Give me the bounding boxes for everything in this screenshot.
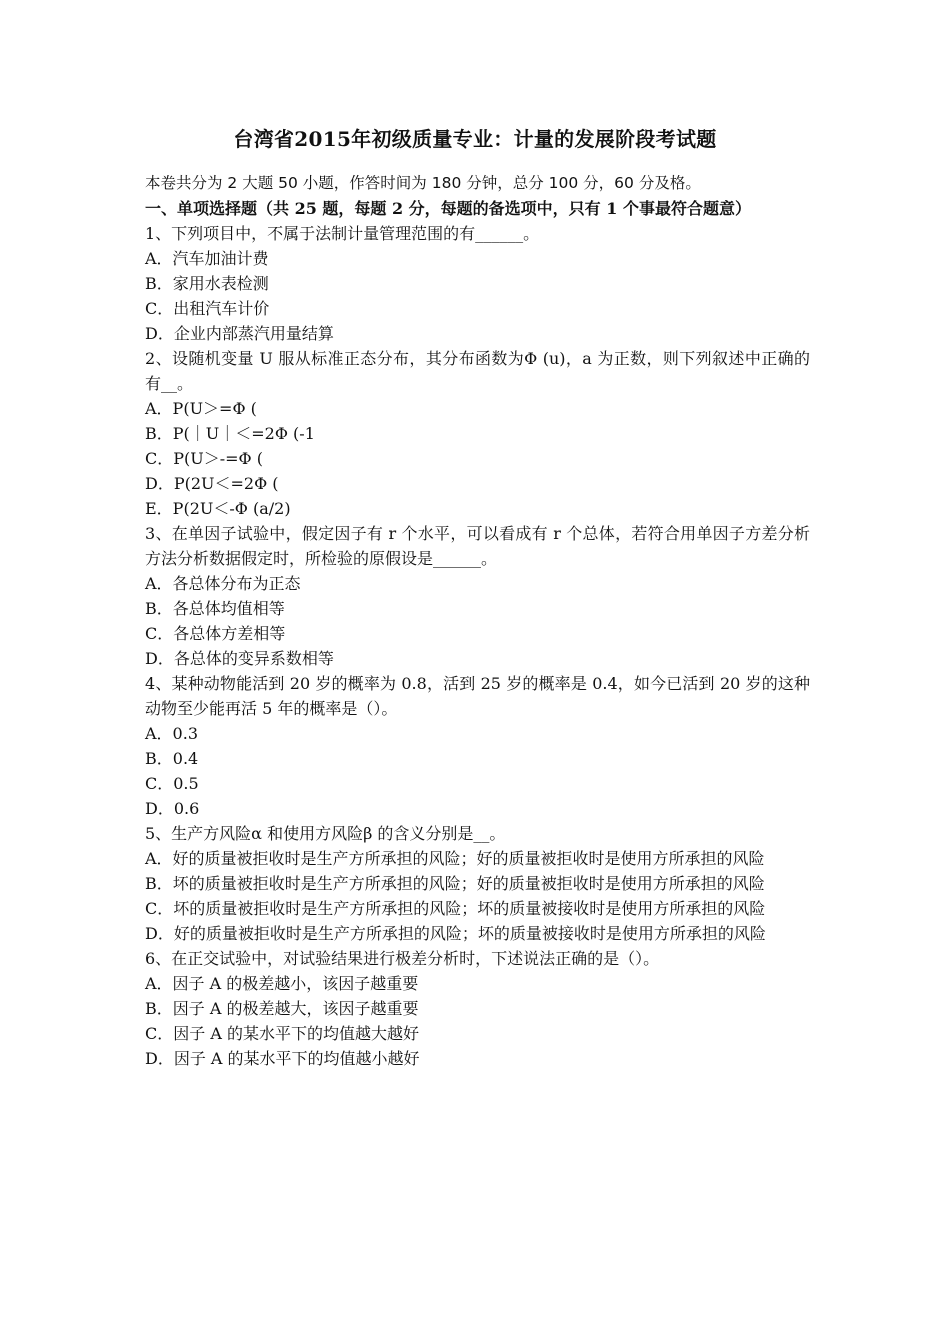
option: B．坏的质量被拒收时是生产方所承担的风险；好的质量被拒收时是使用方所承担的风险 [145,874,765,893]
option: C．出租汽车计价 [145,299,270,318]
question-text: 4、某种动物能活到 20 岁的概率为 0.8，活到 25 岁的概率是 0.4，如今已活到 20 岁的这种动物至少能再活 5 年的概率是（）。 [145,674,810,718]
option: B．P(｜U｜＜=2Φ (-1 [145,424,315,443]
option: C．0.5 [145,774,199,793]
question-text: 2、设随机变量 U 服从标准正态分布，其分布函数为Φ (u)，a 为正数，则下列叙述中正确的有__。 [145,349,810,393]
option: C．坏的质量被拒收时是生产方所承担的风险；坏的质量被接收时是使用方所承担的风险 [145,899,766,918]
option: B．各总体均值相等 [145,599,285,618]
question-text: 6、在正交试验中，对试验结果进行极差分析时，下述说法正确的是（）。 [145,949,660,968]
section-heading: 一、单项选择题（共 25 题，每题 2 分，每题的备选项中，只有 1 个事最符合题意） [145,199,751,218]
option: B．因子 A 的极差越大，该因子越重要 [145,999,419,1018]
option: D．因子 A 的某水平下的均值越小越好 [145,1049,420,1068]
exam-intro: 本卷共分为 2 大题 50 小题，作答时间为 180 分钟，总分 100 分，60 分及格。 [145,174,701,192]
option: E．P(2U＜-Φ (a/2) [145,499,291,518]
option: D．企业内部蒸汽用量结算 [145,324,334,343]
question-block [145,221,810,346]
question-text: 1、下列项目中，不属于法制计量管理范围的有______。 [145,224,540,243]
document-title: 台湾省2015年初级质量专业：计量的发展阶段考试题 [233,127,717,151]
option: A．因子 A 的极差越小，该因子越重要 [145,974,419,993]
option: D．0.6 [145,799,200,818]
option: A．汽车加油计费 [145,249,269,268]
question-text: 3、在单因子试验中，假定因子有 r 个水平，可以看成有 r 个总体，若符合用单因子方差分析方法分析数据假定时，所检验的原假设是______。 [145,524,810,568]
document-body [145,171,810,1071]
option: A．0.3 [145,724,199,743]
option: A．好的质量被拒收时是生产方所承担的风险；好的质量被拒收时是使用方所承担的风险 [145,849,765,868]
option: D．各总体的变异系数相等 [145,649,334,668]
option: D．好的质量被拒收时是生产方所承担的风险；坏的质量被接收时是使用方所承担的风险 [145,924,766,943]
question-text: 5、生产方风险α 和使用方风险β 的含义分别是__。 [145,824,506,843]
option: B．0.4 [145,749,199,768]
question-block [145,346,810,521]
option: D．P(2U＜=2Φ ( [145,474,279,493]
option: C．P(U＞-=Φ ( [145,449,263,468]
option: B．家用水表检测 [145,274,269,293]
option: A．各总体分布为正态 [145,574,301,593]
option: C．因子 A 的某水平下的均值越大越好 [145,1024,419,1043]
question-block [145,946,810,1071]
question-block [145,521,810,671]
question-block [145,671,810,821]
option: A．P(U＞=Φ ( [145,399,257,418]
question-block [145,821,810,946]
option: C．各总体方差相等 [145,624,286,643]
